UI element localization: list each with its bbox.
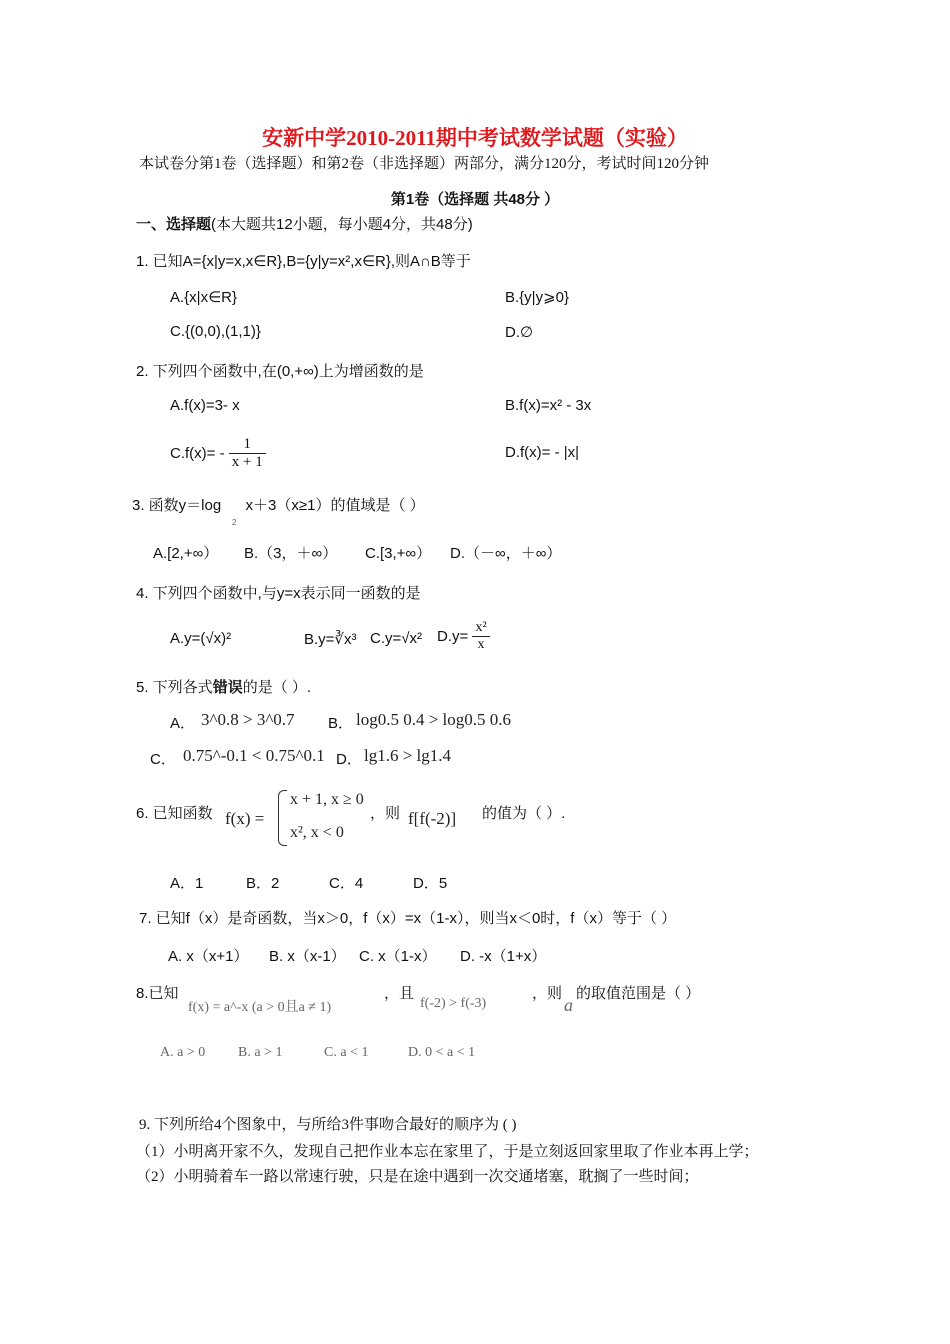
q2-option-c [170, 436, 266, 471]
q5-stem [136, 676, 311, 697]
q6-brace [278, 790, 287, 846]
section1-bold: 一、选择题 [136, 216, 212, 233]
q8-stem-c: ，则 [532, 985, 563, 1002]
q8-option-c: C. a < 1 [324, 1045, 369, 1060]
q1-stem: 1. 已知A={x|y=x,x∈R},B={y|y=x²,x∈R},则A∩B等于 [136, 253, 471, 270]
q7-stem: 7. 已知f（x）是奇函数，当x＞0，f（x）=x（1-x），则当x＜0时，f（x）等于（ ） [139, 910, 677, 927]
q6-fx: f(x) = [225, 809, 265, 828]
q8-option-a: A. a > 0 [160, 1045, 206, 1060]
q6-option-b: B．2 [246, 875, 280, 892]
q2-stem: 2. 下列四个函数中,在(0,+∞)上为增函数的是 [136, 363, 424, 380]
q8-option-d: D. 0 < a < 1 [408, 1045, 476, 1060]
q2-c-num: 1 [229, 436, 266, 454]
q4-option-d [437, 620, 490, 653]
q8-option-b: B. a > 1 [238, 1045, 283, 1060]
q8-stem-b: ，且 [384, 985, 415, 1002]
q9-item1: （1）小明离开家不久，发现自己把作业本忘在家里了，于是立刻返回家里取了作业本再上学； [136, 1144, 759, 1160]
q6-option-d: D．5 [413, 875, 448, 892]
q6-stem-c: 的值为（ ）. [482, 805, 566, 822]
q9-item2: （2）小明骑着车一路以常速行驶，只是在途中遇到一次交通堵塞，耽搁了一些时间； [136, 1169, 699, 1185]
exam-intro: 本试卷分第1卷（选择题）和第2卷（非选择题）两部分，满分120分，考试时间120分钟 [139, 156, 710, 172]
q3-option-a: A.[2,+∞） [153, 545, 219, 562]
q4-d-den: x [477, 637, 485, 652]
q5-b-label: B． [328, 715, 354, 732]
q3-stem-a: 3. 函数y＝log [132, 497, 222, 514]
section1-heading [136, 213, 473, 234]
q5-d-label: D． [336, 751, 362, 768]
q3-stem-b: x＋3（x≥1）的值域是（ ） [245, 497, 425, 514]
part1-heading: 第1卷（选择题 共48分 ） [390, 191, 560, 208]
q5-stem-b: 的是（ ）. [242, 679, 312, 696]
q4-d-num: x² [472, 620, 489, 637]
exam-title: 安新中学2010-2011期中考试数学试题（实验） [262, 126, 688, 150]
q2-c-fraction [229, 436, 266, 471]
q5-d-expr: lg1.6 > lg1.4 [364, 746, 452, 765]
section1-rest: (本大题共12小题，每小题4分，共48分) [211, 216, 473, 233]
q1-option-a: A.{x|x∈R} [170, 289, 237, 306]
q3-option-c: C.[3,+∞） [365, 545, 432, 562]
q5-a-label: A． [170, 715, 196, 732]
q8-var: a [564, 995, 573, 1015]
q8-expr1: f(x) = a^-x (a > 0且a ≠ 1) [188, 1000, 332, 1015]
q6-stem-b: ，则 [370, 805, 401, 822]
q6-case1: x + 1, x ≥ 0 [290, 791, 364, 808]
q4-d-fraction [472, 620, 489, 653]
q5-c-label: C． [150, 751, 176, 768]
q3-stem [132, 494, 425, 515]
q1-option-c: C.{(0,0),(1,1)} [170, 323, 261, 340]
q2-option-a: A.f(x)=3- x [170, 397, 240, 414]
q4-option-c: C.y=√x² [370, 630, 422, 647]
q2-option-b: B.f(x)=x² - 3x [505, 397, 592, 414]
q3-option-b: B.（3，＋∞） [244, 545, 338, 562]
q9-stem: 9. 下列所给4个图象中，与所给3件事吻合最好的顺序为 ( ) [139, 1117, 517, 1133]
q2-c-prefix: C.f(x)= - [170, 445, 225, 462]
q1-option-b: B.{y|y⩾0} [505, 289, 569, 306]
q8-expr2: f(-2) > f(-3) [420, 996, 487, 1011]
q6-expr: f[f(-2)] [408, 809, 457, 828]
q1-option-d: D.∅ [505, 324, 534, 341]
q4-d-prefix: D.y= [437, 628, 469, 645]
q5-c-expr: 0.75^-0.1 < 0.75^0.1 [183, 746, 325, 765]
q3-log-base: 2 [232, 518, 237, 527]
q5-a-expr: 3^0.8 > 3^0.7 [201, 710, 295, 729]
q4-stem: 4. 下列四个函数中,与y=x表示同一函数的是 [136, 585, 421, 602]
q5-b-expr: log0.5 0.4 > log0.5 0.6 [356, 710, 512, 729]
q6-case2: x², x < 0 [290, 824, 344, 841]
q7-option-b: B. x（x-1） [269, 948, 346, 965]
q7-option-c: C. x（1-x） [359, 948, 437, 965]
q5-stem-bold: 错误 [212, 679, 243, 696]
q7-option-d: D. -x（1+x） [460, 948, 547, 965]
q6-stem-a: 6. 已知函数 [136, 805, 213, 822]
q4-option-a: A.y=(√x)² [170, 630, 232, 647]
q4-option-b: B.y=∛x³ [304, 631, 357, 648]
q2-c-den: x + 1 [231, 454, 263, 470]
q6-option-a: A．1 [170, 875, 204, 892]
q7-option-a: A. x（x+1） [168, 948, 249, 965]
q8-stem-d: 的取值范围是（ ） [576, 985, 701, 1002]
q5-stem-a: 5. 下列各式 [136, 679, 213, 696]
q8-stem-a: 8.已知 [136, 985, 179, 1002]
q2-option-d: D.f(x)= - |x| [505, 444, 580, 461]
q3-option-d: D.（－∞，＋∞） [450, 545, 562, 562]
q6-option-c: C．4 [329, 875, 364, 892]
